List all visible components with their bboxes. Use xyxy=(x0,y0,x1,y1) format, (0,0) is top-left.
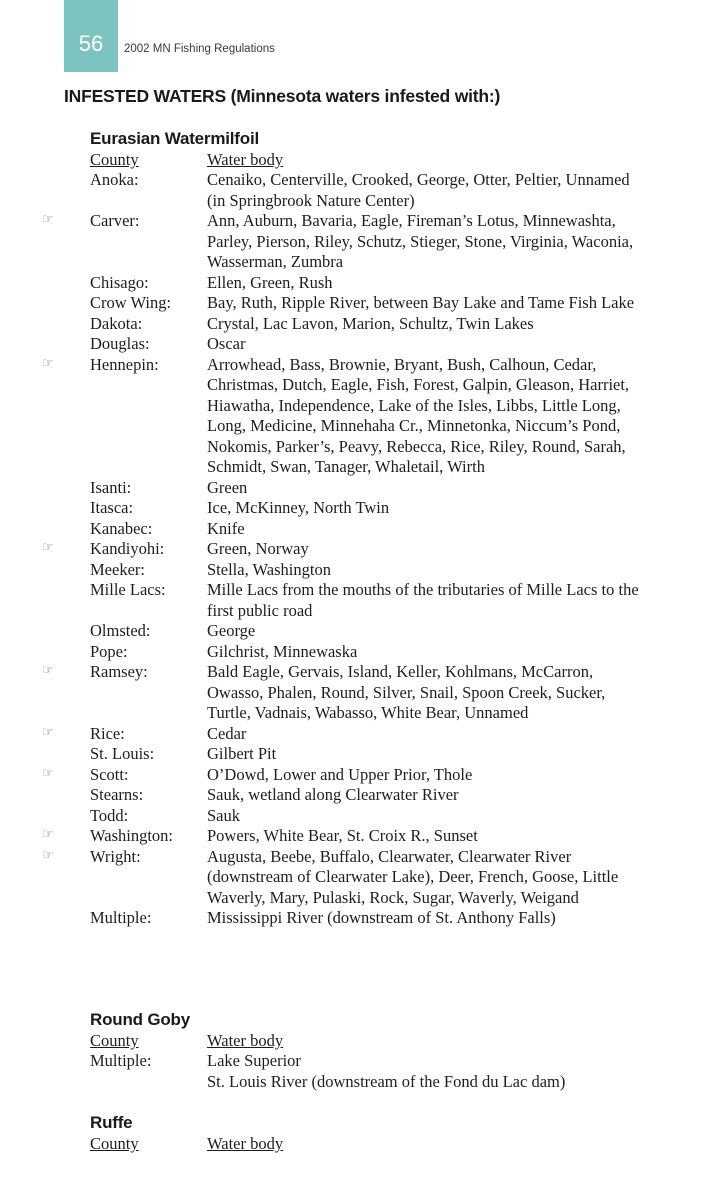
section-title: Round Goby xyxy=(90,1010,190,1029)
water-bodies: Gilbert Pit xyxy=(207,744,277,763)
water-bodies: Ann, Auburn, Bavaria, Eagle, Fireman’s Lotus, Minnewashta, Parley, Pierson, Riley, Schutz, Stieger, Stone, Virginia, Waconia, Wasserman, Zumbra xyxy=(207,211,634,271)
table-row xyxy=(90,1051,690,1072)
table-row xyxy=(42,211,690,273)
table-row xyxy=(42,539,690,560)
water-bodies: Ice, McKinney, North Twin xyxy=(207,498,390,517)
county-name: Crow Wing: xyxy=(90,293,172,312)
pointing-hand-icon: ☞ xyxy=(42,212,54,227)
county-name: Douglas: xyxy=(90,334,150,353)
water-bodies: Mississippi River (downstream of St. Anthony Falls) xyxy=(207,908,556,927)
county-name: Multiple: xyxy=(90,1051,152,1070)
section-title: Eurasian Watermilfoil xyxy=(90,129,259,148)
table-body xyxy=(42,170,690,929)
column-header-county: County xyxy=(90,150,139,169)
water-bodies: Oscar xyxy=(207,334,246,353)
page-number: 56 xyxy=(78,31,104,56)
table-row xyxy=(90,580,690,621)
county-name: Washington: xyxy=(90,826,173,845)
pointing-hand-icon: ☞ xyxy=(42,355,54,371)
pointing-hand-icon: ☞ xyxy=(42,847,54,863)
water-bodies: Bay, Ruth, Ripple River, between Bay Lake and Tame Fish Lake xyxy=(207,293,635,312)
table-row xyxy=(42,354,690,478)
county-name: Hennepin: xyxy=(90,354,159,374)
county-name: St. Louis: xyxy=(90,744,155,763)
water-bodies: Sauk xyxy=(207,805,240,825)
water-bodies: Augusta, Beebe, Buffalo, Clearwater, Clearwater River (downstream of Clearwater Lake), Deer, French, Goose, Little Waverly, Mary, Pulaski, Rock, Sugar, Waverly, Weigand xyxy=(207,846,619,907)
table-row xyxy=(90,1072,690,1093)
page-title: INFESTED WATERS (Minnesota waters infested with:) xyxy=(64,86,501,106)
table-row xyxy=(90,908,690,929)
county-name: Mille Lacs: xyxy=(90,580,166,599)
county-name: Olmsted: xyxy=(90,621,151,640)
column-header-water-body: Water body xyxy=(207,1031,284,1050)
water-bodies: Bald Eagle, Gervais, Island, Keller, Kohlmans, McCarron, Owasso, Phalen, Round, Silver, Snail, Spoon Creek, Sucker, Turtle, Vadnais, Wabasso, White Bear, Unnamed xyxy=(207,662,606,722)
pointing-hand-icon: ☞ xyxy=(42,663,54,678)
water-bodies: Green xyxy=(207,477,248,497)
table-row xyxy=(42,846,690,909)
table-row xyxy=(90,785,690,806)
county-name: Carver: xyxy=(90,211,140,230)
table-row xyxy=(90,621,690,642)
section-ruffe xyxy=(90,1112,690,1154)
column-header-county: County xyxy=(90,1134,139,1153)
county-name: Ramsey: xyxy=(90,662,148,681)
section-eurasian-watermilfoil xyxy=(42,128,690,929)
table-row xyxy=(90,170,690,211)
water-bodies: Mille Lacs from the mouths of the tributaries of Mille Lacs to the first public road xyxy=(207,580,639,620)
water-bodies: Ellen, Green, Rush xyxy=(207,272,333,292)
water-bodies: Sauk, wetland along Clearwater River xyxy=(207,785,459,804)
water-bodies: Stella, Washington xyxy=(207,559,331,579)
table-row xyxy=(42,764,690,786)
pointing-hand-icon: ☞ xyxy=(42,724,54,740)
table-row xyxy=(90,642,690,663)
table-header xyxy=(90,150,690,170)
table-row xyxy=(90,498,690,519)
pointing-hand-icon: ☞ xyxy=(42,765,54,781)
water-bodies: George xyxy=(207,621,256,640)
water-bodies: Knife xyxy=(207,518,245,538)
section-title: Ruffe xyxy=(90,1113,133,1132)
table-row xyxy=(90,519,690,540)
county-name: Kandiyohi: xyxy=(90,539,165,558)
water-bodies: O’Dowd, Lower and Upper Prior, Thole xyxy=(207,764,473,784)
county-name: Anoka: xyxy=(90,170,139,189)
water-bodies: Arrowhead, Bass, Brownie, Bryant, Bush, Calhoun, Cedar, Christmas, Dutch, Eagle, Fish, Forest, Galpin, Gleason, Harriet, Hiawatha, Independence, Lake of the Isles, Libbs, Little Long, Long, Medicine, Minnehaha Cr., Minnetonka, Niccum’s Pond, Nokomis, Parker’s, Peavy, Rebecca, Rice, Riley, Round, Sarah, Schmidt, Swan, Tanager, Whaletail, Wirth xyxy=(207,354,630,476)
county-name: Multiple: xyxy=(90,908,152,927)
table-body xyxy=(90,1051,690,1092)
county-name: Dakota: xyxy=(90,313,143,333)
section-round-goby xyxy=(90,1009,690,1092)
table-row xyxy=(90,806,690,827)
table-row xyxy=(90,560,690,581)
water-bodies: Cedar xyxy=(207,723,247,743)
county-name: Itasca: xyxy=(90,498,134,517)
table-row xyxy=(42,826,690,847)
table-row xyxy=(42,662,690,724)
pointing-hand-icon: ☞ xyxy=(42,827,54,842)
running-title: 2002 MN Fishing Regulations xyxy=(124,43,275,55)
table-row xyxy=(42,723,690,745)
table-row xyxy=(90,314,690,335)
water-bodies: Gilchrist, Minnewaska xyxy=(207,641,358,661)
column-header-water-body: Water body xyxy=(207,150,284,169)
county-name: Wright: xyxy=(90,846,141,866)
water-bodies: Powers, White Bear, St. Croix R., Sunset xyxy=(207,826,478,845)
county-name: Kanabec: xyxy=(90,518,153,538)
water-bodies: St. Louis River (downstream of the Fond du Lac dam) xyxy=(207,1071,566,1091)
table-row xyxy=(90,293,690,314)
water-bodies: Cenaiko, Centerville, Crooked, George, Otter, Peltier, Unnamed (in Springbrook Nature Center) xyxy=(207,170,630,210)
county-name: Chisago: xyxy=(90,272,149,292)
water-bodies: Lake Superior xyxy=(207,1051,301,1070)
table-header xyxy=(90,1134,690,1154)
pointing-hand-icon: ☞ xyxy=(42,540,54,555)
water-bodies: Crystal, Lac Lavon, Marion, Schultz, Twin Lakes xyxy=(207,313,534,333)
table-row xyxy=(90,478,690,499)
table-row xyxy=(90,273,690,294)
county-name: Rice: xyxy=(90,723,125,743)
table-header xyxy=(90,1031,690,1051)
column-header-water-body: Water body xyxy=(207,1134,284,1153)
county-name: Meeker: xyxy=(90,559,145,579)
county-name: Todd: xyxy=(90,805,129,825)
water-bodies: Green, Norway xyxy=(207,539,309,558)
county-name: Pope: xyxy=(90,641,128,661)
county-name: Scott: xyxy=(90,764,129,784)
table-row xyxy=(90,744,690,765)
county-name: Isanti: xyxy=(90,477,132,497)
county-name: Stearns: xyxy=(90,785,144,804)
table-row xyxy=(90,334,690,355)
column-header-county: County xyxy=(90,1031,139,1050)
